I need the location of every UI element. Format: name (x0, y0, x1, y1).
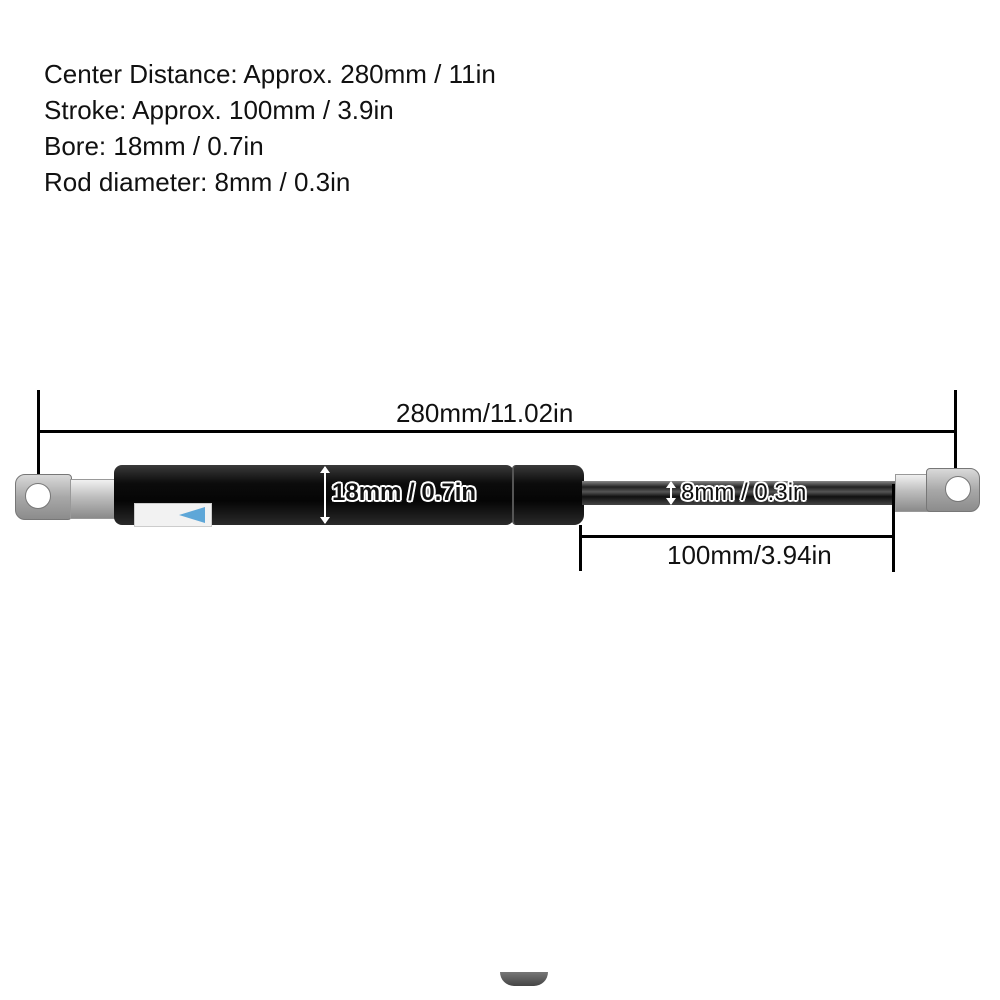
spec-stroke: Stroke: Approx. 100mm / 3.9in (44, 95, 394, 125)
spec-rod-diameter: Rod diameter: 8mm / 0.3in (44, 167, 351, 197)
spec-bore: Bore: 18mm / 0.7in (44, 131, 264, 161)
rod-arrow-icon (670, 482, 672, 504)
spec-center-distance: Center Distance: Approx. 280mm / 11in (44, 59, 496, 89)
stroke-right-tick (892, 484, 895, 572)
partial-component-bottom (500, 972, 548, 986)
rod-diameter-label: 8mm / 0.3in (681, 479, 807, 506)
stroke-left-tick (579, 525, 582, 571)
warning-sticker (134, 503, 212, 527)
stroke-label: 100mm/3.94in (667, 540, 832, 570)
left-mount-hole (25, 483, 51, 509)
stroke-line (580, 535, 894, 538)
cylinder-end-cap (512, 465, 584, 525)
bore-arrow-icon (324, 467, 326, 523)
left-sleeve (70, 479, 116, 519)
bore-label: 18mm / 0.7in (332, 479, 477, 506)
center-distance-label: 280mm/11.02in (396, 398, 574, 428)
right-mount-hole (945, 476, 971, 502)
warning-triangle-icon (179, 507, 205, 523)
